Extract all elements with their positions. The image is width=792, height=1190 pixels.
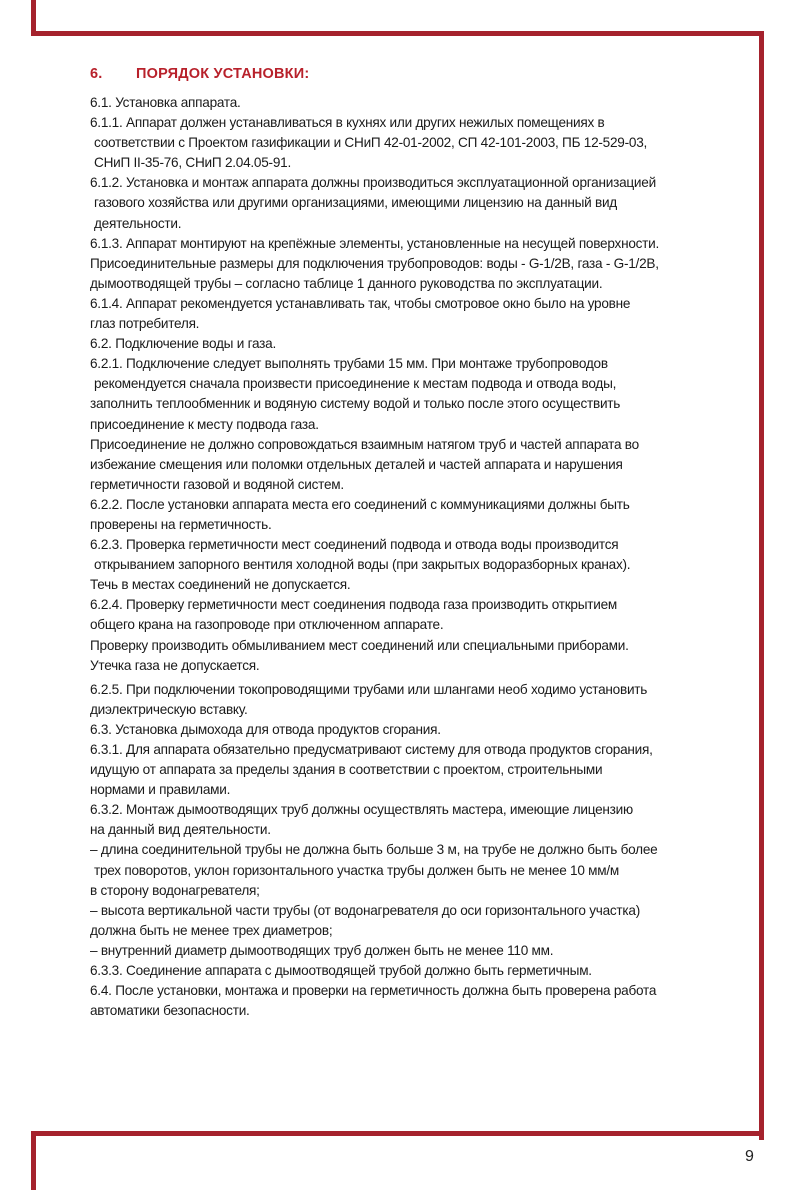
frame-bottom-edge [31,1131,764,1136]
text-line: нормами и правилами. [90,782,231,798]
section-body [90,93,740,1021]
text-line: 6.3.3. Соединение аппарата с дымоотводящей трубой должно быть герметичным. [90,963,592,979]
frame-top-edge [31,31,764,36]
text-line: 6.1. Установка аппарата. [90,95,241,110]
text-line: 6.3.1. Для аппарата обязательно предусматривают систему для отвода продуктов сгорания, [90,742,653,757]
text-line: Присоединение не должно сопровождаться взаимным натягом труб и частей аппарата во [90,436,639,452]
text-line: 6.1.2. Установка и монтаж аппарата должны производиться эксплуатационной организацией [90,175,656,191]
text-line: открыванием запорного вентиля холодной воды (при закрытых водоразборных кранах). [94,557,631,573]
section-title: ПОРЯДОК УСТАНОВКИ: [136,66,310,82]
text-line: диэлектрическую вставку. [90,701,248,717]
text-line: глаз потребителя. [90,316,200,332]
text-line: в сторону водонагревателя; [90,882,260,898]
section-heading [90,66,309,82]
frame-bottom-left-edge [31,1131,36,1190]
text-line: Течь в местах соединений не допускается. [90,577,351,593]
text-line: соответствии с Проектом газификации и СНиП 42-01-2002, СП 42-101-2003, ПБ 12-529-03, [94,135,648,151]
text-line: идущую от аппарата за пределы здания в соответствии с проектом, строительными [90,762,603,778]
section-number: 6. [90,66,103,82]
text-line: трех поворотов, уклон горизонтального участка трубы должен быть не менее 10 мм/м [94,862,619,878]
text-line: рекомендуется сначала произвести присоединение к местам подвода и отвода воды, [94,376,617,392]
text-line: 6.2.1. Подключение следует выполнять трубами 15 мм. При монтаже трубопроводов [90,356,608,372]
text-line: автоматики безопасности. [90,1003,250,1019]
text-line: заполнить теплообменник и водяную систему водой и только после этого осуществить [90,396,621,412]
text-line: 6.2. Подключение воды и газа. [90,336,276,352]
text-line: 6.3.2. Монтаж дымоотводящих труб должны осуществлять мастера, имеющие лицензию [90,802,633,818]
text-line: 6.3. Установка дымохода для отвода продуктов сгорания. [90,721,441,737]
text-line: общего крана на газопроводе при отключенном аппарате. [90,617,444,633]
text-line: СНиП II-35-76, СНиП 2.04.05-91. [94,155,291,171]
text-line: газового хозяйства или другими организациями, имеющими лицензию на данный вид [94,195,617,211]
text-line: деятельности. [94,215,182,231]
text-line: 6.2.2. После установки аппарата места его соединений с коммуникациями должны быть [90,496,630,512]
text-line: Присоединительные размеры для подключения трубопроводов: воды - G-1/2В, газа - G-1/2В, [90,255,659,271]
text-line: 6.2.3. Проверка герметичности мест соединений подвода и отвода воды производится [90,537,619,553]
text-line: 6.1.3. Аппарат монтируют на крепёжные элементы, установленные на несущей поверхности. [90,235,660,251]
text-line: 6.2.5. При подключении токопроводящими трубами или шлангами необ ходимо установить [90,681,648,697]
text-line: Утечка газа не допускается. [90,657,260,673]
text-line: должна быть не менее трех диаметров; [90,922,333,938]
text-line: присоединение к месту подвода газа. [90,416,319,432]
text-line: – высота вертикальной части трубы (от водонагревателя до оси горизонтального участка) [90,902,640,918]
text-line: на данный вид деятельности. [90,822,271,838]
text-line: Проверку производить обмыливанием мест соединений или специальными приборами. [90,637,629,653]
text-line: дымоотводящей трубы – согласно таблице 1 данного руководства по эксплуатации. [90,275,603,291]
text-line: проверены на герметичность. [90,516,272,532]
text-line: – длина соединительной трубы не должна быть больше 3 м, на трубе не должно быть более [90,842,658,858]
text-line: 6.1.1. Аппарат должен устанавливаться в кухнях или других нежилых помещениях в [90,115,605,131]
text-line: 6.4. После установки, монтажа и проверки на герметичность должна быть проверена работа [90,983,657,999]
text-line: 6.1.4. Аппарат рекомендуется устанавливать так, чтобы смотровое окно было на уровне [90,295,631,311]
page-number: 9 [745,1148,754,1165]
text-line: герметичности газовой и водяной систем. [90,476,344,492]
text-line: 6.2.4. Проверку герметичности мест соединения подвода газа производить открытием [90,597,617,613]
text-line: – внутренний диаметр дымоотводящих труб должен быть не менее 110 мм. [90,942,554,958]
frame-right-edge [759,31,764,1140]
text-line: избежание смещения или поломки отдельных деталей и частей аппарата и нарушения [90,456,623,472]
